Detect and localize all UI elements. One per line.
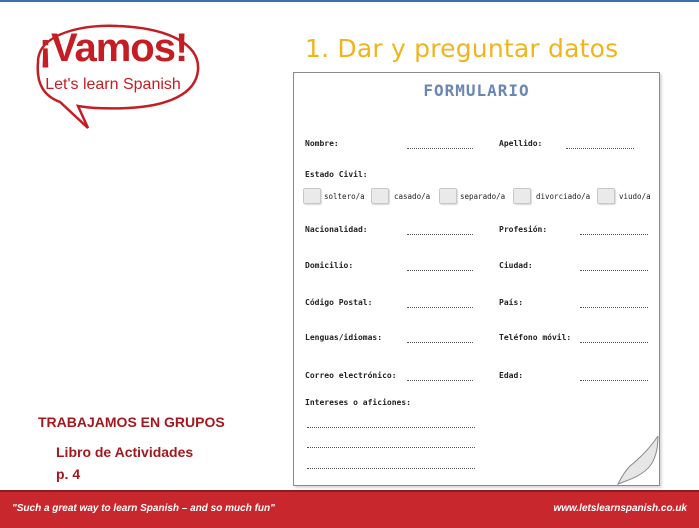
logo-title: ¡Vamos!	[38, 26, 188, 70]
label-apellido: Apellido:	[499, 139, 543, 148]
checkbox-soltero[interactable]	[303, 188, 321, 204]
label-edad: Edad:	[499, 371, 524, 380]
label-codigo-postal: Código Postal:	[305, 298, 373, 307]
field-nombre[interactable]	[407, 148, 473, 149]
option-casado: casado/a	[394, 192, 431, 201]
checkbox-viudo[interactable]	[597, 188, 615, 204]
label-domicilio: Domicilio:	[305, 261, 354, 270]
top-border-line	[0, 0, 699, 2]
field-pais[interactable]	[580, 307, 648, 308]
field-correo[interactable]	[407, 380, 473, 381]
label-nacionalidad: Nacionalidad:	[305, 225, 368, 234]
field-domicilio[interactable]	[407, 270, 473, 271]
form-title: FORMULARIO	[423, 81, 530, 100]
groups-heading: TRABAJAMOS EN GRUPOS	[38, 414, 225, 430]
field-edad[interactable]	[580, 380, 648, 381]
field-codigo-postal[interactable]	[407, 307, 473, 308]
field-intereses-line-3[interactable]	[307, 468, 475, 469]
option-divorciado: divorciado/a	[536, 192, 591, 201]
checkbox-separado[interactable]	[439, 188, 457, 204]
label-ciudad: Ciudad:	[499, 261, 533, 270]
footer-website-link[interactable]: www.letslearnspanish.co.uk	[553, 503, 687, 514]
field-profesion[interactable]	[580, 234, 648, 235]
field-ciudad[interactable]	[580, 270, 648, 271]
checkbox-casado[interactable]	[371, 188, 389, 204]
label-lenguas: Lenguas/idiomas:	[305, 333, 383, 342]
option-viudo: viudo/a	[619, 192, 651, 201]
label-profesion: Profesión:	[499, 225, 548, 234]
activity-book-label: Libro de Actividades	[56, 444, 194, 460]
form-sheet	[293, 72, 660, 486]
field-nacionalidad[interactable]	[407, 234, 473, 235]
slide-heading: 1. Dar y preguntar datos	[305, 34, 619, 63]
page-number-label: p. 4	[56, 466, 81, 482]
option-soltero: soltero/a	[324, 192, 365, 201]
label-intereses: Intereses o aficiones:	[305, 398, 411, 407]
label-correo: Correo electrónico:	[305, 371, 397, 380]
field-intereses-line-2[interactable]	[307, 447, 475, 448]
label-nombre: Nombre:	[305, 139, 339, 148]
logo-subtitle: Let's learn Spanish	[45, 76, 181, 93]
field-intereses-line-1[interactable]	[307, 427, 475, 428]
footer-bar	[0, 490, 699, 528]
vamos-logo	[18, 22, 204, 132]
footer-slogan: "Such a great way to learn Spanish – and so much fun"	[12, 503, 275, 514]
field-apellido[interactable]	[566, 148, 634, 149]
label-pais: País:	[499, 298, 524, 307]
label-estado-civil: Estado Civil:	[305, 170, 368, 179]
field-telefono[interactable]	[580, 342, 648, 343]
field-lenguas[interactable]	[407, 342, 473, 343]
option-separado: separado/a	[460, 192, 506, 201]
label-telefono: Teléfono móvil:	[499, 333, 572, 342]
page-curl-icon	[612, 436, 662, 486]
checkbox-divorciado[interactable]	[513, 188, 531, 204]
